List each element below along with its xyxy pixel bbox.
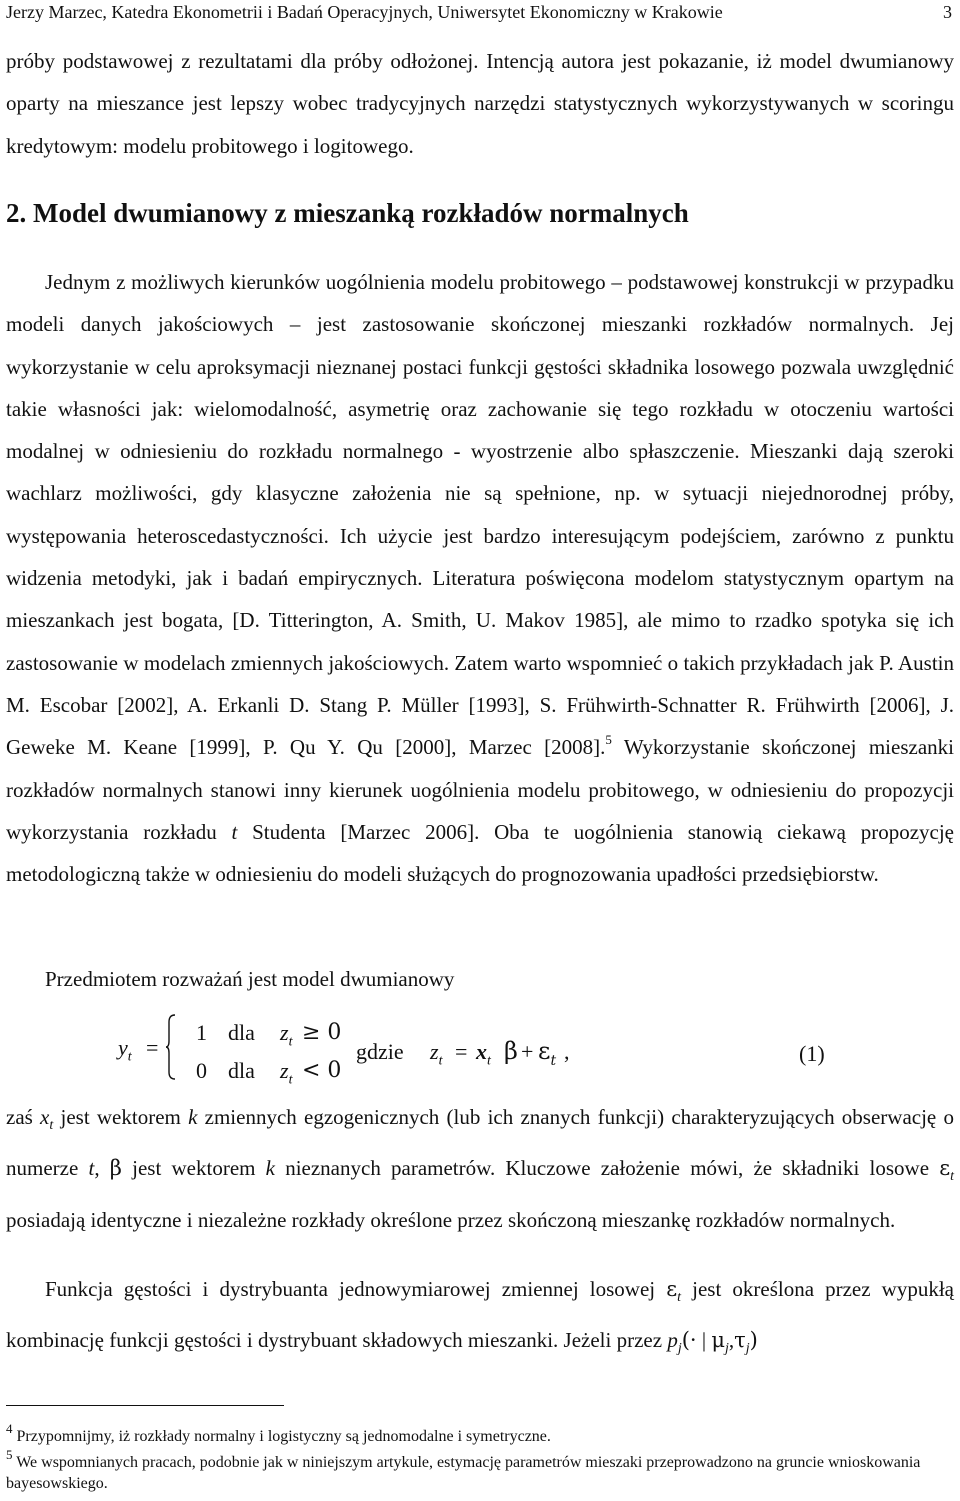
eq-case1-word: dla	[228, 1020, 255, 1045]
eq-case2-word: dla	[228, 1058, 255, 1083]
page-number: 3	[943, 2, 952, 22]
equation-number: (1)	[799, 1041, 825, 1066]
running-title: Jerzy Marzec, Katedra Ekonometrii i Badań Operacyjnych, Uniwersytet Ekonomiczny w Krakowie	[6, 2, 723, 22]
body-paragraph-mixtures: Jednym z możliwych kierunków uogólnienia modelu probitowego – podstawowej konstrukcji w przypadku modeli danych jakościowych – jest zastosowanie skończonej mieszanki rozkładów normalnych. Jej wykorzystanie w celu aproksymacji nieznanej postaci funkcji gęstości składnika losowego pozwala uwzględnić takie własności jak: wielomodalność, asymetrię oraz zachowanie się tego rozkładu w otoczeniu wartości modalnej w odniesieniu do rozkładu normalnego - wyostrzenie albo spłaszczenie. Mieszanki dają szeroki wachlarz możliwości, gdy klasyczne założenia nie są spełnione, np. w sytuacji niejednorodnej próby, występowania heteroscedastyczności. Ich użycie jest bardzo interesującym podejściem, zarówno z punktu widzenia metodyki, jak i badań empirycznych. Literatura poświęcona modelom statystycznym opartym na mieszankach jest bogata, [D. Titterington, A. Smith, U. Makov 1985], ale mimo to rzadko spotyka się ich zastosowanie w modelach zmiennych jakościowych. Zatem warto wspomnieć o takich przykładach jak P. Austin M. Escobar [2002], A. Erkanli D. Stang P. Müller [1993], S. Frühwirth-Schnatter R. Frühwirth [2006], J. Geweke M. Keane [1999], P. Qu Y. Qu [2000], Marzec [2008].$^5$ Wykorzystanie skończonej mieszanki rozkładów normalnych stanowi inny kierunek uogólnienia modelu probitowego, w odniesieniu do propozycji wykorzystania rozkładu t Studenta [Marzec 2006]. Oba te uogólnienia stanowią ciekawą propozycję metodologiczną także w odniesieniu do modeli służących do prognozowania upadłości przedsiębiorstw.	[6, 270, 954, 887]
equation-1	[0, 1010, 960, 1092]
eq-case2-value: 0	[196, 1058, 207, 1083]
eq-case2-var: $z_t$	[280, 1058, 293, 1088]
density-paragraph: Funkcja gęstości i dystrybuanta jednowymiarowej zmiennej losowej $\varepsilon_t$ jest określona przez wypukłą kombinację funkcji gęstości i dystrybuant składowych mieszanki. Jeżeli przez $p_j(\cdot$ | $\mu_j,\tau_j$)	[6, 1277, 954, 1357]
eq-rhs-beta: β	[504, 1037, 518, 1065]
eq-case1-var: $z_t$	[280, 1020, 293, 1050]
eq-rhs-equals: =	[455, 1039, 468, 1064]
left-brace-icon	[166, 1014, 176, 1080]
eq-rhs-epsilon: $\varepsilon_t$	[538, 1037, 557, 1069]
eq-case1-value: 1	[196, 1020, 207, 1045]
footnote-ref-5[interactable]: 5	[605, 732, 612, 748]
section-heading: 2. Model dwumianowy z mieszanką rozkładów normalnych	[6, 198, 689, 228]
eq-lhs: $y_t$	[118, 1035, 132, 1065]
eq-rhs-comma: ,	[564, 1039, 570, 1064]
eq-case1-rel: ≥ 0	[302, 1020, 342, 1045]
eq-rhs-x: $x_t$	[476, 1039, 491, 1069]
footnote-divider	[6, 1405, 284, 1406]
model-intro-paragraph: Przedmiotem rozważań jest model dwumianowy	[45, 967, 455, 991]
eq-where-word: gdzie	[356, 1039, 404, 1064]
eq-rhs-plus: +	[521, 1039, 534, 1064]
eq-equals: =	[146, 1035, 159, 1060]
variables-paragraph: zaś $x_t$ jest wektorem k zmiennych egzogenicznych (lub ich znanych funkcji) charakteryzujących obserwację o numerze t, β jest wektorem k nieznanych parametrów. Kluczowe założenie mówi, że składniki losowe $\varepsilon_t$ posiadają identyczne i niezależne rozkłady określone przez skończoną mieszankę rozkładów normalnych.	[6, 1105, 954, 1232]
footnote-4: $^4$ Przypomnijmy, iż rozkłady normalny i logistyczny są jednomodalne i symetryczne.	[6, 1420, 551, 1445]
footnote-5: $^5$ We wspomnianych pracach, podobnie jak w niniejszym artykule, estymację parametrów mieszaki przeprowadzono na gruncie wnioskowania bayesowskiego.	[6, 1446, 921, 1492]
intro-paragraph: próby podstawowej z rezultatami dla próby odłożonej. Intencją autora jest pokazanie, iż model dwumianowy oparty na mieszance jest lepszy wobec tradycyjnych narzędzi statystycznych wykorzystywanych w scoringu kredytowym: modelu probitowego i logitowego.	[6, 49, 954, 158]
running-header	[6, 2, 952, 26]
eq-rhs-z: $z_t$	[430, 1039, 443, 1069]
eq-case2-rel: < 0	[302, 1058, 342, 1083]
